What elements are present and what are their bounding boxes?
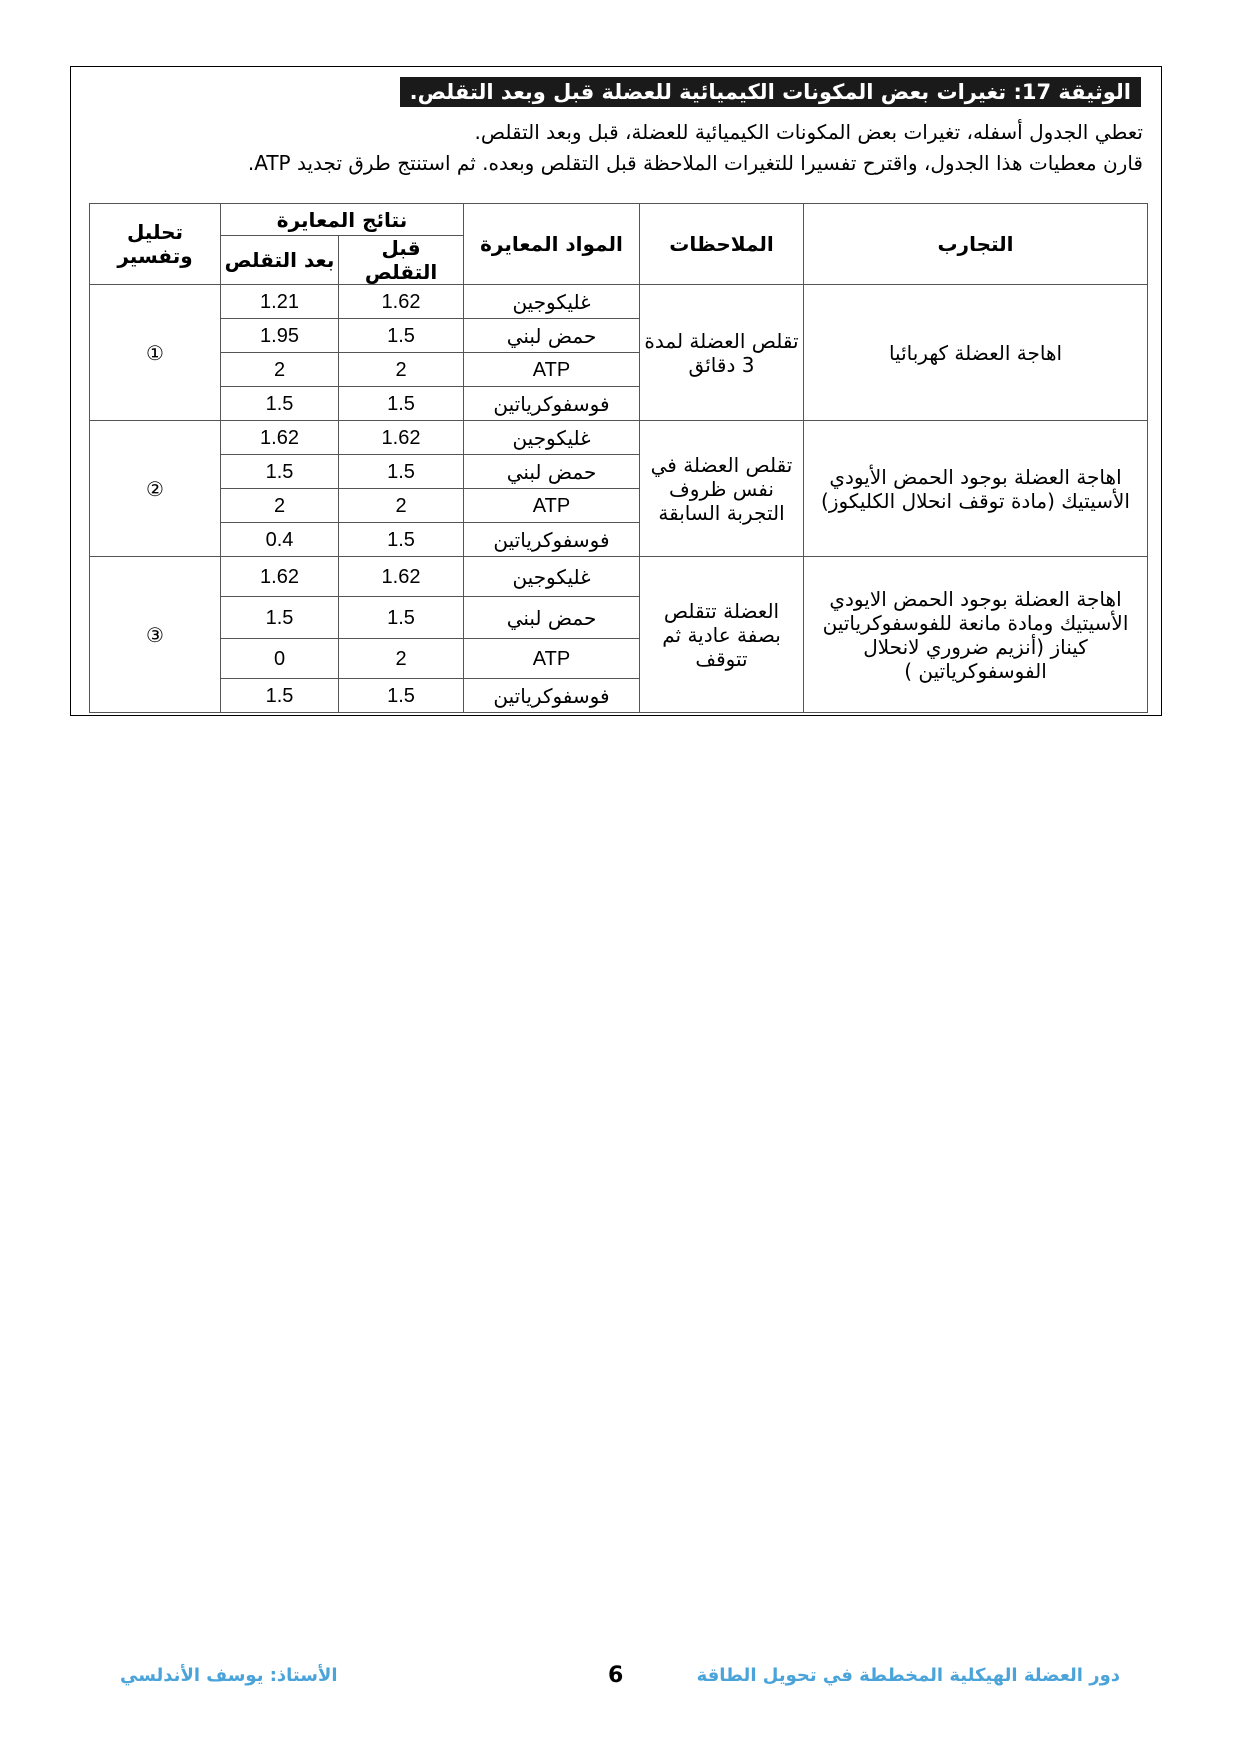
substance-cell: غليكوجين — [464, 421, 640, 455]
substance-cell: ATP — [464, 489, 640, 523]
before-value: 1.5 — [339, 679, 464, 713]
after-value: 1.62 — [221, 557, 339, 597]
header-before: قبل التقلص — [339, 236, 464, 285]
header-results: نتائج المعايرة — [221, 204, 464, 236]
before-value: 1.62 — [339, 557, 464, 597]
analysis-marker: ① — [90, 285, 221, 421]
substance-cell: ATP — [464, 353, 640, 387]
header-experiments: التجارب — [804, 204, 1148, 285]
substance-cell: حمض لبني — [464, 319, 640, 353]
table-row — [90, 557, 1148, 597]
substance-cell: فوسفوكرياتين — [464, 679, 640, 713]
results-table — [89, 203, 1148, 713]
after-value: 1.21 — [221, 285, 339, 319]
analysis-marker: ③ — [90, 557, 221, 713]
intro-line-2: قارن معطيات هذا الجدول، واقترح تفسيرا للتغيرات الملاحظة قبل التقلص وبعده. ثم استنتج طرق تجديد ATP. — [247, 151, 1143, 175]
footer-author: الأستاذ: يوسف الأندلسي — [120, 1665, 338, 1686]
header-substances: المواد المعايرة — [464, 204, 640, 285]
substance-cell: فوسفوكرياتين — [464, 387, 640, 421]
after-value: 1.95 — [221, 319, 339, 353]
after-value: 1.5 — [221, 455, 339, 489]
after-value: 1.5 — [221, 387, 339, 421]
before-value: 1.5 — [339, 523, 464, 557]
substance-cell: حمض لبني — [464, 597, 640, 639]
document-frame — [70, 66, 1162, 716]
analysis-marker: ② — [90, 421, 221, 557]
substance-cell: غليكوجين — [464, 285, 640, 319]
after-value: 1.5 — [221, 679, 339, 713]
before-value: 2 — [339, 353, 464, 387]
after-value: 0.4 — [221, 523, 339, 557]
document-title: الوثيقة 17: تغيرات بعض المكونات الكيميائية للعضلة قبل وبعد التقلص. — [400, 77, 1141, 107]
after-value: 1.5 — [221, 597, 339, 639]
before-value: 2 — [339, 639, 464, 679]
before-value: 1.5 — [339, 597, 464, 639]
after-value: 0 — [221, 639, 339, 679]
observation-cell: تقلص العضلة لمدة 3 دقائق — [640, 285, 804, 421]
intro-line-1: تعطي الجدول أسفله، تغيرات بعض المكونات الكيميائية للعضلة، قبل وبعد التقلص. — [474, 120, 1143, 144]
page-number: 6 — [608, 1663, 624, 1688]
page-footer — [0, 1665, 1240, 1695]
substance-cell: ATP — [464, 639, 640, 679]
before-value: 1.5 — [339, 455, 464, 489]
observation-cell: تقلص العضلة في نفس ظروف التجربة السابقة — [640, 421, 804, 557]
after-value: 2 — [221, 353, 339, 387]
table-row — [90, 285, 1148, 319]
substance-cell: حمض لبني — [464, 455, 640, 489]
substance-cell: غليكوجين — [464, 557, 640, 597]
experiment-cell: اهاجة العضلة كهربائيا — [804, 285, 1148, 421]
after-value: 2 — [221, 489, 339, 523]
experiment-cell: اهاجة العضلة بوجود الحمض الايودي الأسيتيك ومادة مانعة للفوسفوكرياتين كيناز (أنزيم ضروري لانحلال الفوسفوكرياتين ) — [804, 557, 1148, 713]
experiment-cell: اهاجة العضلة بوجود الحمض الأيودي الأسيتيك (مادة توقف انحلال الكليكوز) — [804, 421, 1148, 557]
before-value: 1.62 — [339, 421, 464, 455]
header-analysis: تحليل وتفسير — [90, 204, 221, 285]
after-value: 1.62 — [221, 421, 339, 455]
before-value: 1.5 — [339, 387, 464, 421]
observation-cell: العضلة تتقلص بصفة عادية ثم تتوقف — [640, 557, 804, 713]
header-observations: الملاحظات — [640, 204, 804, 285]
substance-cell: فوسفوكرياتين — [464, 523, 640, 557]
intro-text — [88, 117, 1143, 179]
before-value: 2 — [339, 489, 464, 523]
footer-course-title: دور العضلة الهيكلية المخططة في تحويل الطاقة — [696, 1665, 1120, 1686]
before-value: 1.5 — [339, 319, 464, 353]
table-row — [90, 421, 1148, 455]
before-value: 1.62 — [339, 285, 464, 319]
header-after: بعد التقلص — [221, 236, 339, 285]
